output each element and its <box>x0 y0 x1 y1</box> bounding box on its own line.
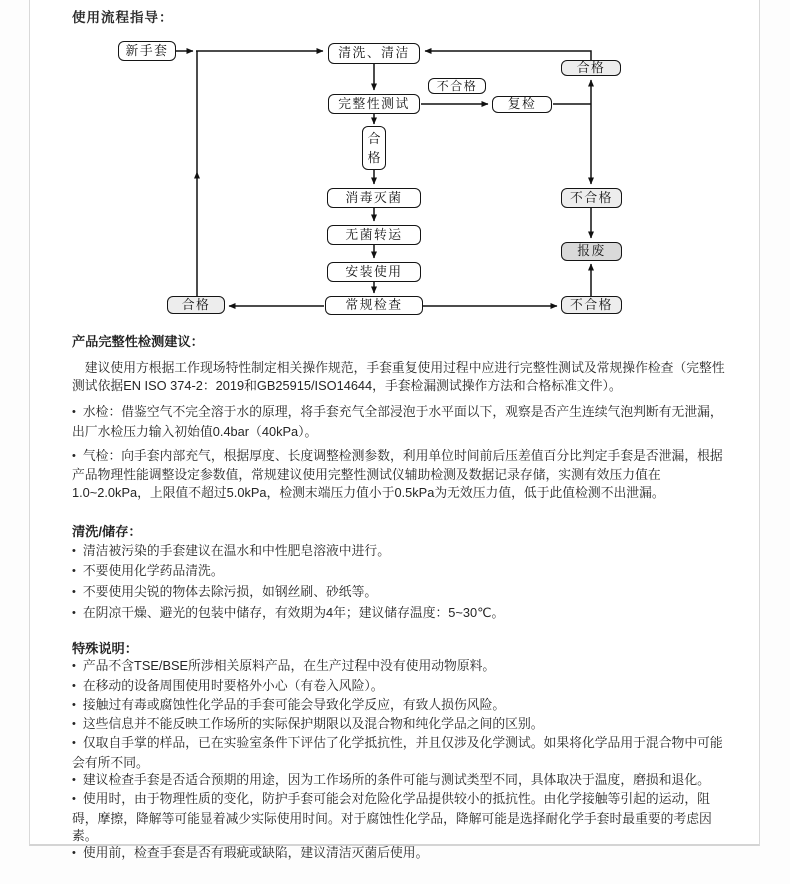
node-sterilize: 消毒灭菌 <box>327 188 421 208</box>
cleaning-bullet: • 不要使用尖锐的物体去除污损，如钢丝刷、砂纸等。 <box>72 583 731 603</box>
special-bullet: • 建议检查手套是否适合预期的用途，因为工作场所的条件可能与测试类型不同，具体取决于温度，磨损和退化。 <box>72 771 731 790</box>
integrity-bullet-water: • 水检：借鉴空气不完全溶于水的原理，将手套充气全部浸泡于水平面以下，观察是否产生连续气泡判断有无泄漏，出厂水检压力输入初始值0.4bar（40kPa）。 <box>72 403 731 440</box>
node-fail-mid-right: 不合格 <box>561 188 622 208</box>
document-body <box>30 0 759 884</box>
node-pass-vertical: 合格 <box>362 126 386 170</box>
page-title: 使用流程指导： <box>72 10 174 25</box>
node-install-use: 安装使用 <box>327 262 421 282</box>
section-heading-integrity: 产品完整性检测建议： <box>72 334 204 349</box>
special-bullet: • 在移动的设备周围使用时要格外小心（有卷入风险）。 <box>72 677 731 696</box>
node-pass-bottom-left: 合格 <box>167 296 225 314</box>
special-bullet: • 这些信息并不能反映工作场所的实际保护期限以及混合物和纯化学品之间的区别。 <box>72 715 731 734</box>
cleaning-bullet: • 在阴凉干燥、避光的包装中储存，有效期为4年；建议储存温度：5~30℃。 <box>72 604 731 624</box>
node-fail-branch-label: 不合格 <box>428 78 486 94</box>
node-new-glove: 新手套 <box>118 41 176 61</box>
special-bullet: • 使用时，由于物理性质的变化，防护手套可能会对危险化学品提供较小的抵抗性。由化学接触等引起的运动，阻碍，摩擦，降解等可能显着减少实际使用时间。对于腐蚀性化学品，降解可能是选择耐化学手套时最重要的考虑因素。 <box>72 790 731 844</box>
special-bullet: • 产品不含TSE/BSE所涉相关原料产品，在生产过程中没有使用动物原料。 <box>72 657 731 676</box>
section-heading-special: 特殊说明： <box>72 640 138 656</box>
document-page <box>29 0 760 861</box>
node-fail-bottom-right: 不合格 <box>561 296 622 314</box>
cleaning-bullet: • 清洁被污染的手套建议在温水和中性肥皂溶液中进行。 <box>72 542 731 562</box>
node-sterile-transfer: 无菌转运 <box>327 225 421 245</box>
node-recheck: 复检 <box>492 96 552 113</box>
node-scrap: 报废 <box>561 242 622 261</box>
integrity-intro-paragraph: 建议使用方根据工作现场特性制定相关操作规范，手套重复使用过程中应进行完整性测试及常规操作检查（完整性测试依据EN ISO 374-2：2019和GB25915/ISO14644，手套检漏测试操作方法和合格标准文件）。 <box>72 360 725 393</box>
node-routine-check: 常规检查 <box>325 296 423 315</box>
special-bullet: • 仅取自手掌的样品，已在实验室条件下评估了化学抵抗性，并且仅涉及化学测试。如果将化学品用于混合物中可能会有所不同。 <box>72 734 731 771</box>
node-pass-top-right: 合格 <box>561 60 621 76</box>
special-bullet: • 接触过有毒或腐蚀性化学品的手套可能会导致化学反应，有致人损伤风险。 <box>72 696 731 715</box>
node-wash-clean: 清洗、清洁 <box>328 43 420 64</box>
section-heading-cleaning: 清洗/储存： <box>72 524 142 540</box>
cleaning-bullet: • 不要使用化学药品清洗。 <box>72 562 731 582</box>
special-bullet: • 使用前，检查手套是否有瑕疵或缺陷，建议清洁灭菌后使用。 <box>72 844 731 863</box>
integrity-bullet-air: • 气检：向手套内部充气，根据厚度、长度调整检测参数，利用单位时间前后压差值百分比判定手套是否泄漏，根据产品物理性能调整设定参数值，常规建议使用完整性测试仪辅助检测及数据记录存储，实测有效压力值在1.0~2.0kPa，上限值不超过5.0kPa，检测末端压力值小于0.5kPa为无效压力值，低于此值检测不出泄漏。 <box>72 447 731 501</box>
node-integrity-test: 完整性测试 <box>328 94 420 114</box>
